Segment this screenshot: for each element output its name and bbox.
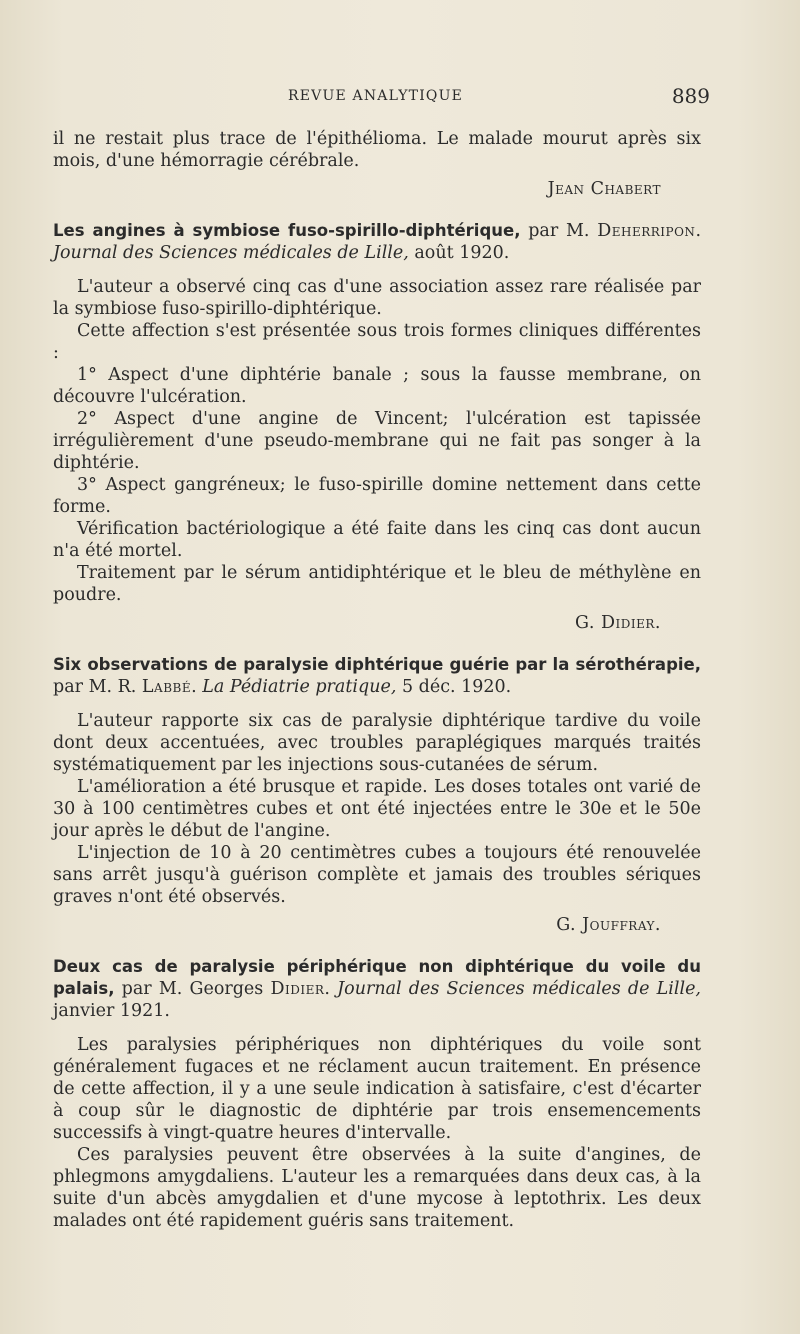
article-2-paragraph: L'amélioration a été brusque et rapide. Les doses totales ont varié de 30 à 100 centimètres cubes et ont été injectées entre le 30e et le 50e jour après le début de l'angine. [53,777,701,841]
article-1-paragraph: Cette affection s'est présentée sous trois formes cliniques différentes : [53,321,701,363]
article-1-paragraph: Vérification bactériologique a été faite dans les cinq cas dont aucun n'a été mortel. [53,519,701,561]
article-1-paragraph: Traitement par le sérum antidiphtérique et le bleu de méthylène en poudre. [53,563,701,605]
article-3-author: Didier [270,979,325,999]
article-2-date: 5 déc. 1920. [396,677,512,697]
article-2-author: Labbé [141,677,192,697]
previous-article-tail: il ne restait plus trace de l'épithélioma. Le malade mourut après six mois, d'une hémorragie cérébrale. [53,129,701,171]
signature-jouffray: G. Jouffray. [556,915,661,935]
article-1-author: Deherripon [597,221,696,241]
article-3-paragraph: Ces paralysies peuvent être observées à la suite d'angines, de phlegmons amygdaliens. L'auteur les a remarquées dans deux cas, à la suite d'un abcès amygdalien et d'une mycose à leptothrix. Les deux malades ont été rapidement guéris sans traitement. [53,1145,701,1231]
article-3-sep: . [324,979,338,999]
article-3-paragraph: Les paralysies périphériques non diphtériques du voile sont généralement fugaces et ne réclament aucun traitement. En présence de cette affection, il y a une seule indication à satisfaire, c'est d'écarter à coup sûr le diagnostic de diphtérie par trois ensemencements successifs à vingt-quatre heures d'intervalle. [53,1035,701,1143]
signature-chabert: Jean Chabert [547,179,661,199]
article-3-title: Deux cas de paralysie périphérique non diphtérique du voile du palais, [53,957,701,998]
article-2-journal: La Pédiatrie pratique, [202,677,397,697]
article-2-paragraph: L'injection de 10 à 20 centimètres cubes a toujours été renouvelée sans arrêt jusqu'à guérison complète et jamais des troubles sériques graves n'ont été observés. [53,843,701,907]
article-2-by: par M. R. [53,677,142,697]
article-1-paragraph: 1° Aspect d'une diphtérie banale ; sous la fausse membrane, on découvre l'ulcération. [53,365,701,407]
running-head [60,86,710,112]
article-3-journal: Journal des Sciences médicales de Lille, [337,979,701,999]
text-column [53,128,701,1232]
article-3-by: par M. Georges [114,979,271,999]
article-2-sep: . [191,677,203,697]
article-1-heading [53,220,701,264]
article-1-paragraph: 2° Aspect d'une angine de Vincent; l'ulcération est tapissée irrégulièrement d'une pseudo-membrane qui ne fait pas songer à la diphtérie. [53,409,701,473]
article-1-date: août 1920. [408,243,510,263]
signature-didier: G. Didier. [575,613,661,633]
article-3-heading [53,956,701,1022]
article-2-paragraph: L'auteur rapporte six cas de paralysie diphtérique tardive du voile dont deux accentuées, avec troubles paraplégiques marqués traités systématiquement par les injections sous-cutanées de sérum. [53,711,701,775]
article-1-by: par M. [520,221,598,241]
article-1-journal: Journal des Sciences médicales de Lille, [53,243,409,263]
page-number: 889 [671,84,710,108]
article-2-title: Six observations de paralysie diphtérique guérie par la sérothérapie, [53,655,701,674]
article-1-title: Les angines à symbiose fuso-spirillo-diphtérique, [53,221,521,240]
running-title: REVUE ANALYTIQUE [288,88,464,104]
article-1-sep: . [695,221,702,241]
article-2-heading [53,654,701,698]
article-1-paragraph: L'auteur a observé cinq cas d'une association assez rare réalisée par la symbiose fuso-spirillo-diphtérique. [53,277,701,319]
article-3-date: janvier 1921. [53,1001,170,1021]
article-1-paragraph: 3° Aspect gangréneux; le fuso-spirille domine nettement dans cette forme. [53,475,701,517]
